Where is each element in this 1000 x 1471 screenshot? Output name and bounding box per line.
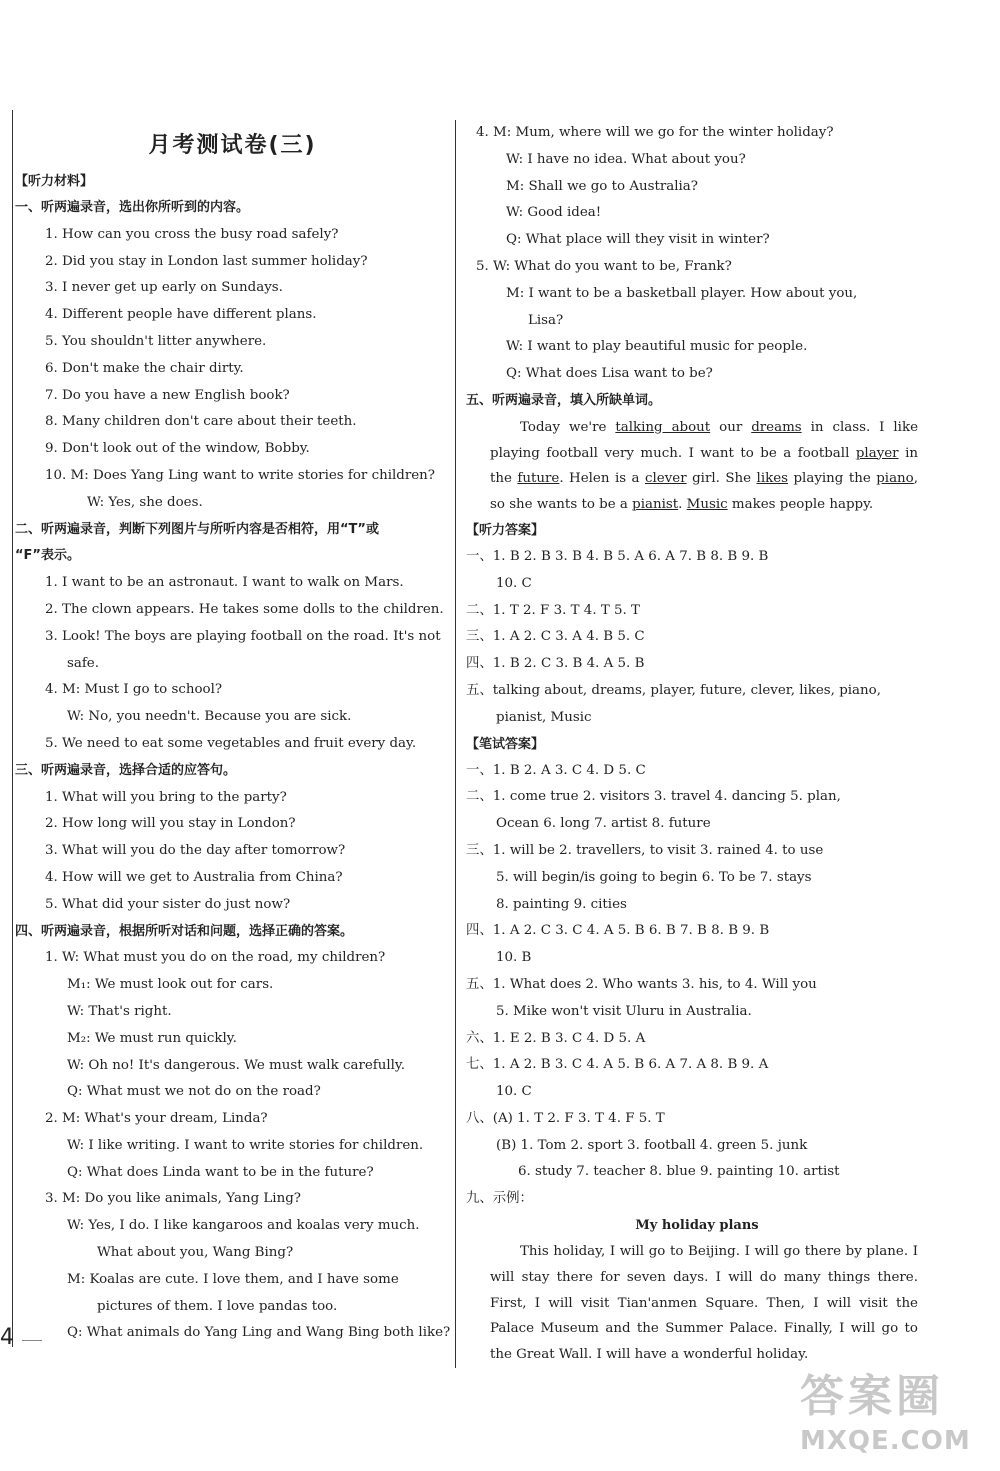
list-item: 1. W: What must you do on the road, my children? xyxy=(45,950,386,966)
list-item: 1. How can you cross the busy road safely? xyxy=(45,226,339,242)
list-item: Lisa? xyxy=(528,312,564,328)
list-item: 7. Do you have a new English book? xyxy=(45,387,290,403)
blank-answer: likes xyxy=(756,471,789,487)
list-item: What about you, Wang Bing? xyxy=(97,1245,294,1261)
list-item: 5. W: What do you want to be, Frank? xyxy=(476,258,732,274)
list-item: W: I like writing. I want to write stories for children. xyxy=(67,1137,424,1153)
list-item: 5. What did your sister do just now? xyxy=(45,896,291,912)
answer-line: 三、1. will be 2. travellers, to visit 3. rained 4. to use xyxy=(466,842,824,858)
list-item: Q: What must we not do on the road? xyxy=(67,1084,321,1100)
list-item: pictures of them. I love pandas too. xyxy=(97,1298,338,1314)
list-item: safe. xyxy=(67,655,99,671)
page-title: 月考测试卷(三) xyxy=(148,133,317,158)
answer-line: 五、talking about, dreams, player, future, clever, likes, piano, xyxy=(466,682,881,698)
list-item: 3. I never get up early on Sundays. xyxy=(45,280,283,296)
answer-line: 6. study 7. teacher 8. blue 9. painting 10. artist xyxy=(518,1164,840,1180)
left-column xyxy=(12,110,450,1347)
list-item: 9. Don't look out of the window, Bobby. xyxy=(45,441,310,457)
answer-line: 8. painting 9. cities xyxy=(496,896,627,912)
watermark xyxy=(800,1370,995,1465)
listening-answers-tag: 【听力答案】 xyxy=(466,522,545,538)
list-item: 10. M: Does Yang Ling want to write stories for children? xyxy=(45,467,435,483)
blank-answer: Music xyxy=(686,497,728,513)
section-4-heading: 四、听两遍录音，根据所听对话和问题，选择正确的答案。 xyxy=(15,923,354,939)
list-item: 4. M: Must I go to school? xyxy=(45,682,223,698)
section-5-heading: 五、听两遍录音，填入所缺单词。 xyxy=(466,392,662,408)
answer-line: 一、1. B 2. B 3. B 4. B 5. A 6. A 7. B 8. B 9. B xyxy=(466,548,769,564)
section-2-heading: 二、听两遍录音，判断下列图片与所听内容是否相符，用“T”或 xyxy=(15,521,379,537)
answer-line: 四、1. A 2. C 3. C 4. A 5. B 6. B 7. B 8. B 9. B xyxy=(466,923,770,939)
list-item: Q: What animals do Yang Ling and Wang Bing both like? xyxy=(67,1325,451,1341)
answer-line: 六、1. E 2. B 3. C 4. D 5. A xyxy=(466,1030,646,1046)
list-item: 4. M: Mum, where will we go for the winter holiday? xyxy=(476,125,834,140)
answer-line: 二、1. come true 2. visitors 3. travel 4. dancing 5. plan, xyxy=(466,789,841,805)
list-item: W: Good idea! xyxy=(506,205,602,221)
answer-line: pianist, Music xyxy=(496,709,592,725)
answer-line: 五、1. What does 2. Who wants 3. his, to 4. Will you xyxy=(466,976,817,992)
right-column xyxy=(455,120,918,1368)
answer-line: 七、1. A 2. B 3. C 4. A 5. B 6. A 7. A 8. B 9. A xyxy=(466,1057,769,1073)
answer-line: 八、(A) 1. T 2. F 3. T 4. F 5. T xyxy=(466,1110,665,1126)
list-item: 3. M: Do you like animals, Yang Ling? xyxy=(45,1191,301,1207)
section-1-heading: 一、听两遍录音，选出你所听到的内容。 xyxy=(15,200,250,215)
list-item: 5. We need to eat some vegetables and fruit every day. xyxy=(45,735,417,751)
list-item: M: Koalas are cute. I love them, and I have some xyxy=(67,1271,399,1287)
section-2-heading-cont: “F”表示。 xyxy=(15,548,80,564)
list-item: W: Yes, she does. xyxy=(87,494,203,510)
list-item: M₁: We must look out for cars. xyxy=(67,977,274,993)
answer-line: 5. will begin/is going to begin 6. To be 7. stays xyxy=(496,869,812,885)
blank-answer: talking about xyxy=(615,419,711,435)
list-item: 4. Different people have different plans. xyxy=(45,307,317,323)
list-item: W: Oh no! It's dangerous. We must walk carefully. xyxy=(67,1057,405,1073)
section-3-heading: 三、听两遍录音，选择合适的应答句。 xyxy=(15,762,237,778)
blank-answer: piano xyxy=(876,471,914,487)
essay-text: This holiday, I will go to Beijing. I will go there by plane. I will stay there for seven days. I will do many things there. First, I will visit Tian'anmen Square. Then, I will visit the Palace Museum and the Summer Palace. Finally, I will go to the Great Wall. I will have a wonderful holiday. xyxy=(490,1244,918,1363)
answer-line: 10. C xyxy=(496,1084,532,1100)
list-item: M₂: We must run quickly. xyxy=(67,1030,237,1046)
watermark-logo-text: 答案圈 xyxy=(800,1371,944,1422)
blank-answer: pianist xyxy=(632,497,679,513)
list-item: M: Shall we go to Australia? xyxy=(506,178,698,194)
section-5-paragraph: Today we're talking about our dreams in class. I like playing football very much. I want to be a football player in the future. Helen is a clever girl. She likes playing the piano, so she wants to be a pianist. Music makes people happy. xyxy=(490,419,919,513)
blank-answer: clever xyxy=(645,471,687,487)
answer-line: 四、1. B 2. C 3. B 4. A 5. B xyxy=(466,656,645,672)
answer-line: (B) 1. Tom 2. sport 3. football 4. green 5. junk xyxy=(496,1137,808,1153)
list-item: 5. You shouldn't litter anywhere. xyxy=(45,333,267,349)
essay-title: My holiday plans xyxy=(635,1218,759,1234)
watermark-url: MXQE.COM xyxy=(800,1426,971,1456)
list-item: Q: What does Lisa want to be? xyxy=(506,366,713,382)
list-item: Q: What does Linda want to be in the future? xyxy=(67,1164,374,1180)
answer-line: 二、1. T 2. F 3. T 4. T 5. T xyxy=(466,602,640,618)
answer-line: 10. C xyxy=(496,575,532,591)
answer-line: 九、示例： xyxy=(466,1191,533,1207)
list-item: 1. I want to be an astronaut. I want to walk on Mars. xyxy=(45,575,404,591)
list-item: 6. Don't make the chair dirty. xyxy=(45,360,244,376)
list-item: 2. M: What's your dream, Linda? xyxy=(45,1111,268,1127)
written-answers-tag: 【笔试答案】 xyxy=(466,736,545,752)
list-item: 3. Look! The boys are playing football on the road. It's not xyxy=(45,628,441,644)
answer-line: Ocean 6. long 7. artist 8. future xyxy=(496,816,711,832)
list-item: W: I want to play beautiful music for people. xyxy=(506,339,808,355)
list-item: W: Yes, I do. I like kangaroos and koalas very much. xyxy=(67,1218,420,1234)
list-item: 4. How will we get to Australia from China? xyxy=(45,869,343,885)
list-item: 8. Many children don't care about their teeth. xyxy=(45,414,357,430)
list-item: W: No, you needn't. Because you are sick. xyxy=(67,709,352,725)
list-item: W: I have no idea. What about you? xyxy=(506,151,746,167)
list-item: W: That's right. xyxy=(67,1003,172,1019)
answer-line: 三、1. A 2. C 3. A 4. B 5. C xyxy=(466,629,645,645)
list-item: 1. What will you bring to the party? xyxy=(45,789,287,805)
blank-answer: future xyxy=(517,471,560,487)
page-number-rule xyxy=(22,1340,42,1341)
blank-answer: player xyxy=(855,445,899,461)
blank-answer: dreams xyxy=(751,419,802,435)
answer-line: 10. B xyxy=(496,950,532,966)
page-number: 4 xyxy=(0,1325,14,1350)
list-item: 2. How long will you stay in London? xyxy=(45,816,296,832)
listening-material-tag: 【听力材料】 xyxy=(15,174,94,189)
list-item: Q: What place will they visit in winter? xyxy=(506,232,770,248)
answer-line: 5. Mike won't visit Uluru in Australia. xyxy=(496,1003,752,1019)
answer-line: 一、1. B 2. A 3. C 4. D 5. C xyxy=(466,762,646,778)
list-item: 2. The clown appears. He takes some dolls to the children. xyxy=(45,601,444,617)
list-item: 2. Did you stay in London last summer holiday? xyxy=(45,253,368,269)
list-item: M: I want to be a basketball player. How about you, xyxy=(506,285,858,301)
list-item: 3. What will you do the day after tomorrow? xyxy=(45,843,346,859)
